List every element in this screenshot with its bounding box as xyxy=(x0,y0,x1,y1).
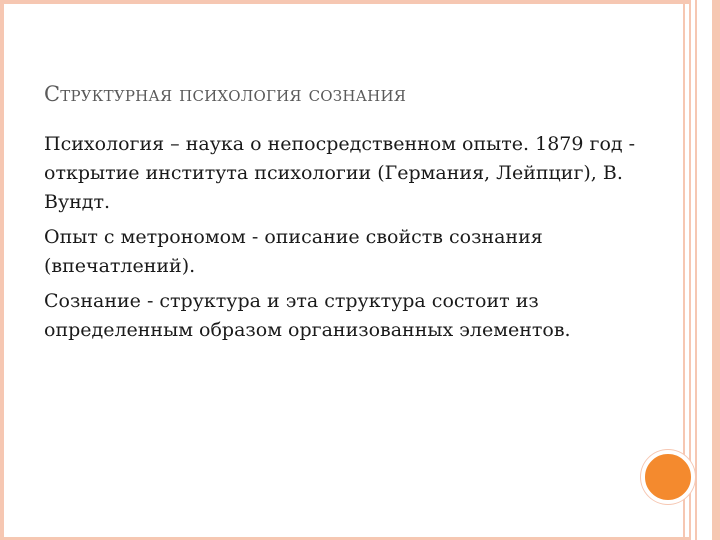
paragraph-3: Сознание - структура и эта структура состоит из определенным образом организованных элементов. xyxy=(44,290,571,341)
paragraph-2: Опыт с метрономом - описание свойств сознания (впечатлений). xyxy=(44,226,543,277)
decorative-circle-icon xyxy=(641,450,695,504)
paragraph-1: Психология – наука о непосредственном опыте. 1879 год - открытие института психологии (Германия, Лейпциг), В. Вундт. xyxy=(44,133,636,213)
right-stripe-4 xyxy=(712,0,720,540)
top-border xyxy=(0,0,720,4)
right-stripe-3 xyxy=(695,0,697,540)
slide-title: Структурная психология сознания xyxy=(44,82,407,106)
left-border xyxy=(0,0,4,540)
right-stripe-2 xyxy=(689,0,691,540)
slide-body xyxy=(44,130,654,351)
